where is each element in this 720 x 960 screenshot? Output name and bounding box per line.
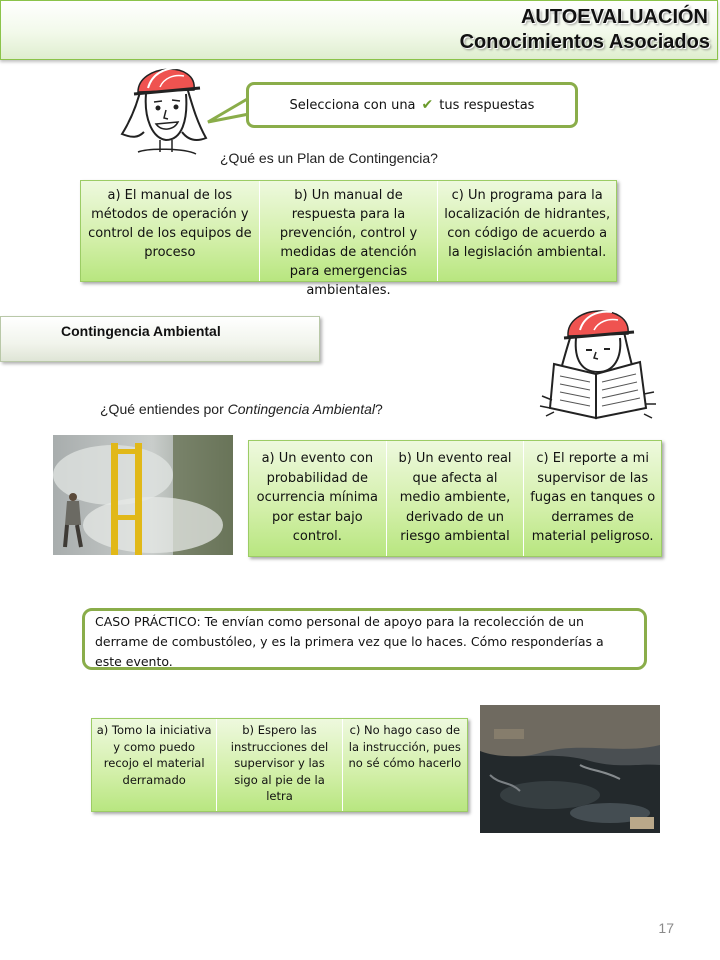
check-mark-icon: ✔	[421, 97, 434, 113]
q3-option-c[interactable]: c) No hago caso de la instrucción, pues no sé cómo hacerlo	[343, 719, 467, 811]
q2-option-b[interactable]: b) Un evento real que afecta al medio ambiente, derivado de un riesgo ambiental	[387, 441, 525, 556]
question-1-options	[80, 180, 617, 298]
page-title: AUTOEVALUACIÓN	[520, 6, 708, 28]
question-1-text: ¿Qué es un Plan de Contingencia?	[220, 150, 438, 166]
q1-option-c[interactable]: c) Un programa para la localización de hidrantes, con código de acuerdo a la legislación ambiental.	[438, 181, 616, 281]
question-2-suffix: ?	[375, 401, 383, 417]
section-label: Contingencia Ambiental	[0, 316, 320, 362]
question-2-prefix: ¿Qué entiendes por	[100, 401, 228, 417]
page-number: 17	[658, 920, 674, 936]
case-study-box: CASO PRÁCTICO: Te envían como personal de apoyo para la recolección de un derrame de combustóleo, y es la primera vez que lo haces. Cómo responderías a este evento.	[82, 608, 647, 670]
q3-option-b[interactable]: b) Espero las instrucciones del supervisor y las sigo al pie de la letra	[217, 719, 342, 811]
steam-pipes-photo	[53, 435, 233, 555]
q3-option-a[interactable]: a) Tomo la iniciativa y como puedo recojo el material derramado	[92, 719, 217, 811]
page-subtitle: Conocimientos Asociados	[459, 31, 710, 53]
oil-spill-photo	[480, 705, 660, 833]
question-2-options	[248, 440, 662, 557]
instruction-text-before: Selecciona con una	[289, 97, 416, 113]
q1-option-b[interactable]: b) Un manual de respuesta para la prevención, control y medidas de atención para emergencias ambientales.	[260, 181, 439, 281]
question-3-options	[91, 718, 468, 812]
question-2-emphasis: Contingencia Ambiental	[227, 401, 375, 417]
instruction-bubble	[246, 82, 578, 128]
instruction-text-after: tus respuestas	[439, 97, 535, 113]
q2-option-a[interactable]: a) Un evento con probabilidad de ocurrencia mínima por estar bajo control.	[249, 441, 387, 556]
reading-woman-illustration	[536, 296, 660, 424]
q2-option-c[interactable]: c) El reporte a mi supervisor de las fugas en tanques o derrames de material peligroso.	[524, 441, 661, 556]
q1-option-a[interactable]: a) El manual de los métodos de operación y control de los equipos de proceso	[81, 181, 260, 281]
question-2-text	[100, 401, 383, 417]
helmet-woman-illustration	[108, 54, 218, 158]
